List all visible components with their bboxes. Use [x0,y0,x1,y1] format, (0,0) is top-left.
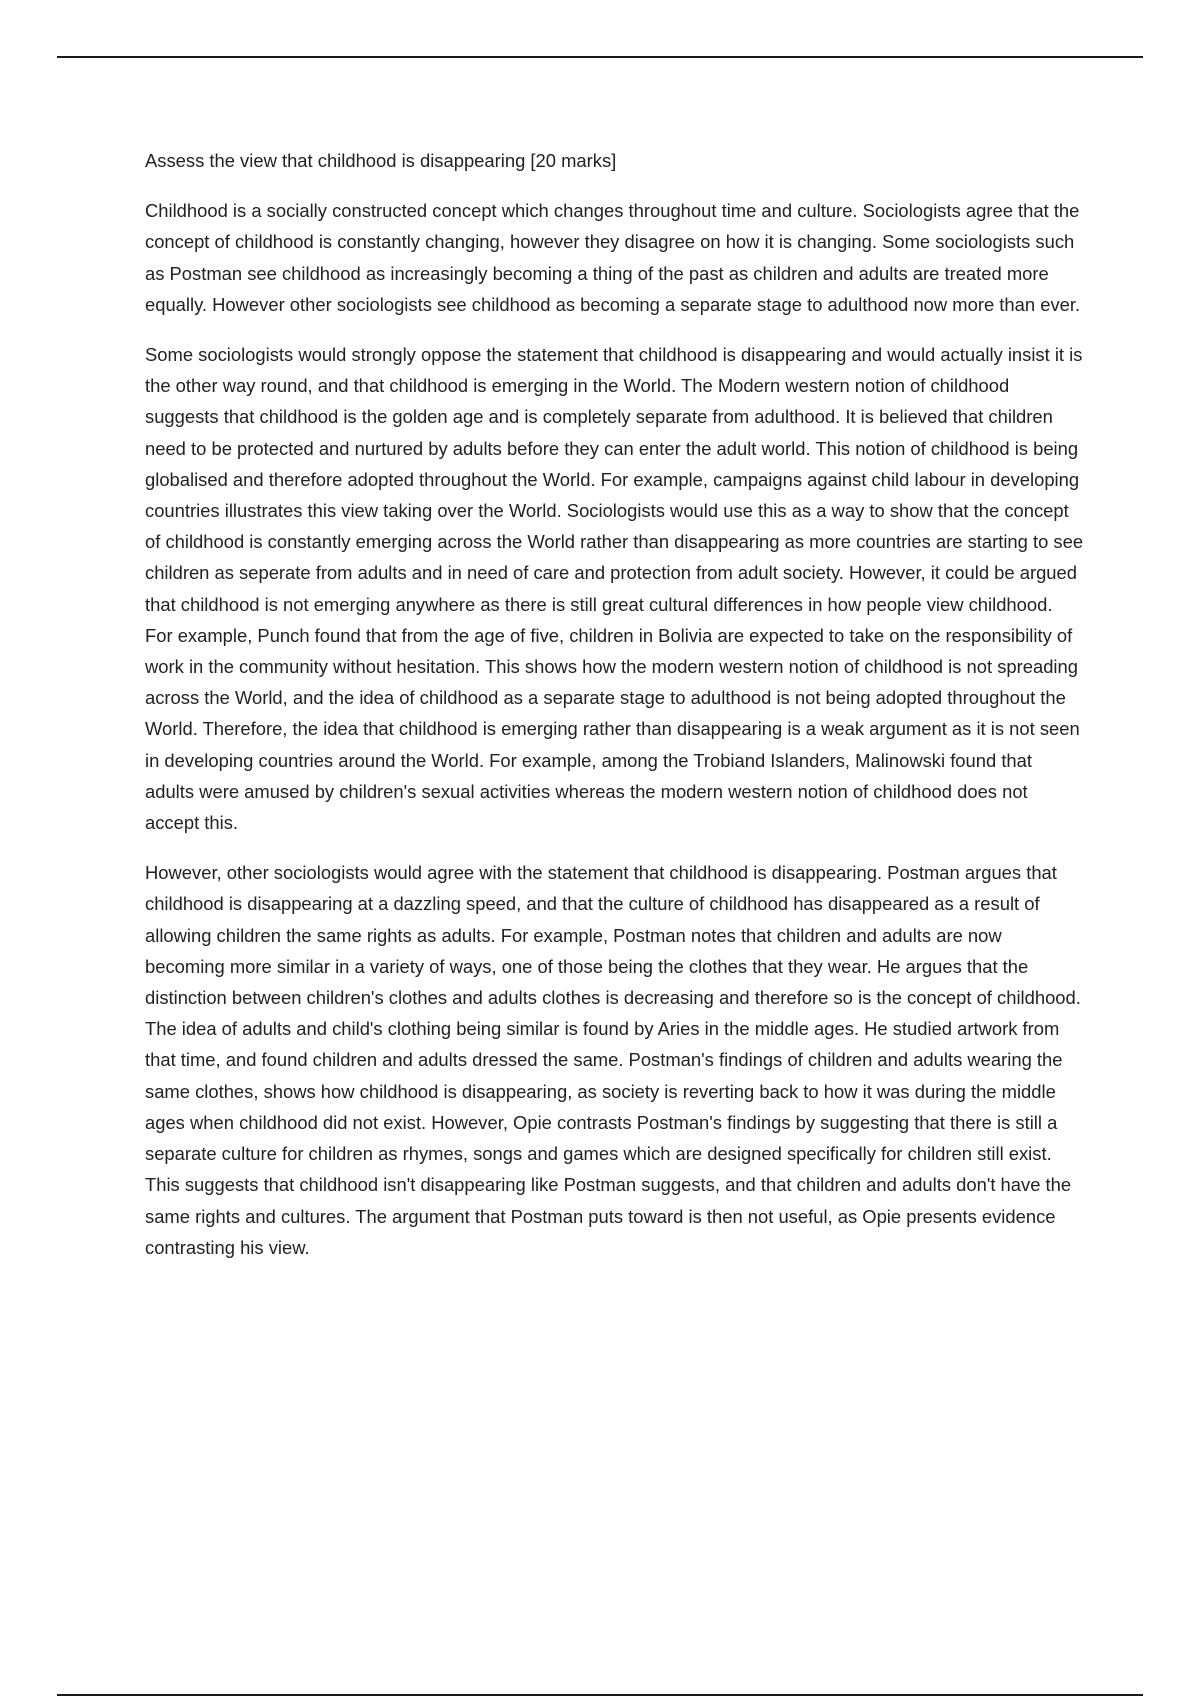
paragraph-childhood-emerging: Some sociologists would strongly oppose the statement that childhood is disappearing and would actually insist it is the other way round, and that childhood is emerging in the World. The Modern western notion of childhood suggests that childhood is the golden age and is completely separate from adulthood. It is believed that children need to be protected and nurtured by adults before they can enter the adult world. This notion of childhood is being globalised and therefore adopted throughout the World. For example, campaigns against child labour in developing countries illustrates this view taking over the World. Sociologists would use this as a way to show that the concept of childhood is constantly emerging across the World rather than disappearing as more countries are starting to see children as seperate from adults and in need of care and protection from adult society. However, it could be argued that childhood is not emerging anywhere as there is still great cultural differences in how people view childhood. For example, Punch found that from the age of five, children in Bolivia are expected to take on the responsibility of work in the community without hesitation. This shows how the modern western notion of childhood is not spreading across the World, and the idea of childhood as a separate stage to adulthood is not being adopted throughout the World. Therefore, the idea that childhood is emerging rather than disappearing is a weak argument as it is not seen in developing countries around the World. For example, among the Trobiand Islanders, Malinowski found that adults were amused by children's sexual activities whereas the modern western notion of childhood does not accept this. [145,344,1084,834]
paragraph-childhood-disappearing: However, other sociologists would agree with the statement that childhood is disappearing. Postman argues that childhood is disappearing at a dazzling speed, and that the culture of childhood has disappeared as a result of allowing children the same rights as adults. For example, Postman notes that children and adults are now becoming more similar in a variety of ways, one of those being the clothes that they wear. He argues that the distinction between children's clothes and adults clothes is decreasing and therefore so is the concept of childhood. The idea of adults and child's clothing being similar is found by Aries in the middle ages. He studied artwork from that time, and found children and adults dressed the same. Postman's findings of children and adults wearing the same clothes, shows how childhood is disappearing, as society is reverting back to how it was during the middle ages when childhood did not exist. However, Opie contrasts Postman's findings by suggesting that there is still a separate culture for children as rhymes, songs and games which are designed specifically for children still exist. This suggests that childhood isn't disappearing like Postman suggests, and that children and adults don't have the same rights and cultures. The argument that Postman puts toward is then not useful, as Opie presents evidence contrasting his view. [145,862,1081,1258]
paragraph-introduction: Childhood is a socially constructed concept which changes throughout time and culture. Sociologists agree that the concept of childhood is constantly changing, however they disagree on how it is changing. Some sociologists such as Postman see childhood as increasingly becoming a thing of the past as children and adults are treated more equally. However other sociologists see childhood as becoming a separate stage to adulthood now more than ever. [145,200,1081,315]
bottom-divider [57,1694,1143,1696]
top-divider [57,56,1143,58]
document-body [145,145,1085,1282]
essay-question: Assess the view that childhood is disappearing [20 marks] [145,150,617,171]
